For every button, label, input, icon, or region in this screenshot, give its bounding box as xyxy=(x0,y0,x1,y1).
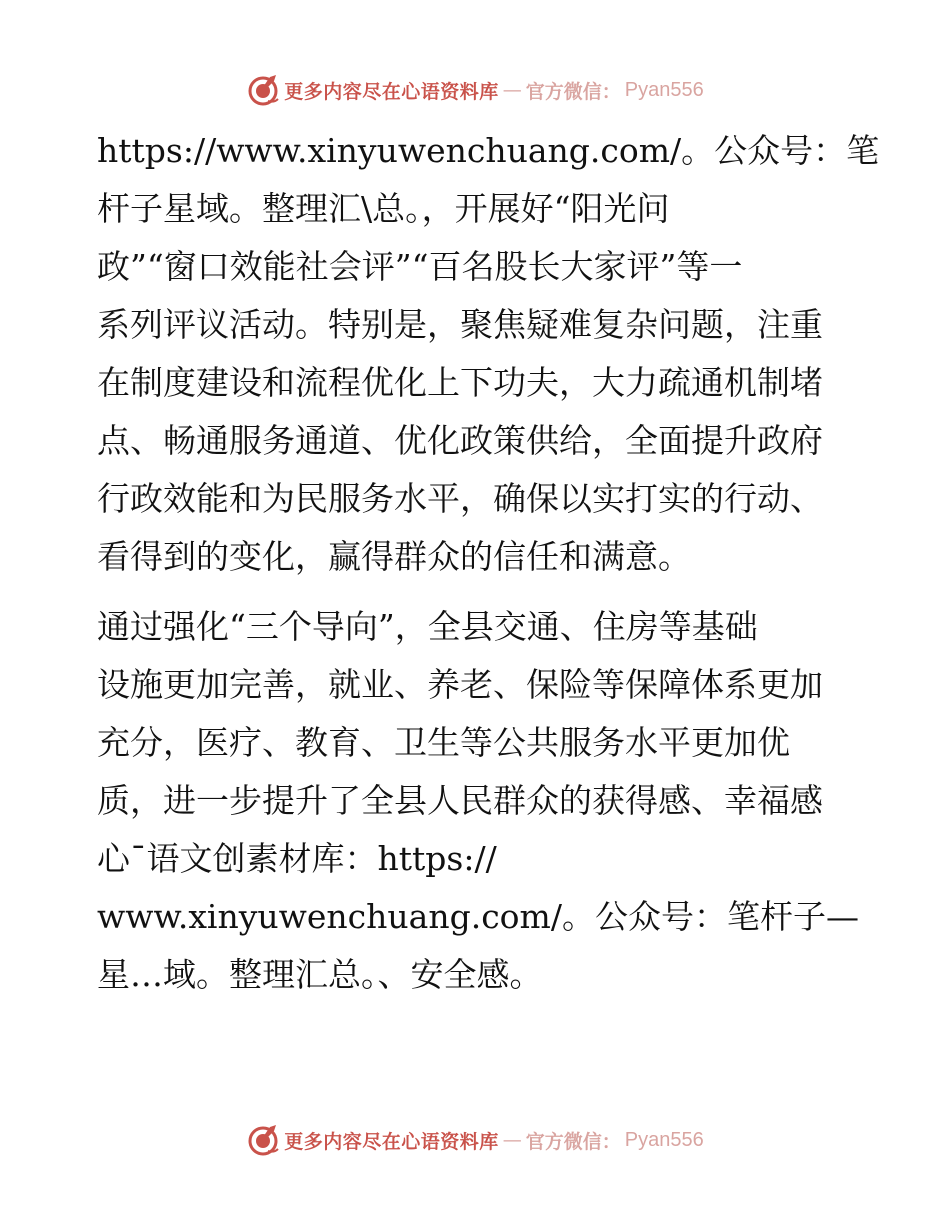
paragraph-1 xyxy=(97,122,880,586)
header-banner xyxy=(0,70,950,110)
paragraph-line: 杆子星域。整理汇\总。，开展好“阳光问 xyxy=(97,189,670,228)
circle-pen-logo-icon xyxy=(246,73,280,107)
paragraph-line: 星…域。整理汇总。、安全感。 xyxy=(97,955,543,994)
paragraph-line: 质，进一步提升了全县人民群众的获得感、幸福感 xyxy=(97,781,823,820)
footer-site-text: 更多内容尽在心语资料库 xyxy=(284,1130,499,1153)
paragraph-2 xyxy=(97,598,857,1004)
paragraph-line: 通过强化“三个导向”，全县交通、住房等基础 xyxy=(97,607,758,646)
footer-separator: — xyxy=(502,1129,522,1151)
header-wechat-label: 官方微信： xyxy=(525,80,621,103)
paragraph-line: 系列评议活动。特别是，聚焦疑难复杂问题，注重 xyxy=(97,305,823,344)
paragraph-line: 点、畅通服务通道、优化政策供给，全面提升政府 xyxy=(97,421,823,460)
paragraph-gap xyxy=(97,586,857,598)
paragraph-line: 行政效能和为民服务水平，确保以实打实的行动、 xyxy=(97,479,823,518)
document-body xyxy=(97,122,880,1004)
paragraph-line: 充分，医疗、教育、卫生等公共服务水平更加优 xyxy=(97,723,790,762)
header-site-text: 更多内容尽在心语资料库 xyxy=(284,80,499,103)
paragraph-line: 心¯语文创素材库：https:// xyxy=(97,839,497,878)
paragraph-line: www.xinyuwenchuang.com/。公众号：笔杆子— xyxy=(97,897,859,936)
header-wechat-id: Pyan556 xyxy=(624,78,704,101)
footer-wechat-label: 官方微信： xyxy=(525,1130,621,1153)
circle-pen-logo-icon xyxy=(246,1123,280,1157)
header-banner-inner xyxy=(246,73,704,107)
header-separator: — xyxy=(502,79,522,101)
footer-banner-inner xyxy=(246,1123,704,1157)
paragraph-line: https://www.xinyuwenchuang.com/。公众号：笔 xyxy=(97,131,880,170)
paragraph-line: 看得到的变化，赢得群众的信任和满意。 xyxy=(97,537,691,576)
paragraph-line: 政”“窗口效能社会评”“百名股长大家评”等一 xyxy=(97,247,743,286)
paragraph-line: 设施更加完善，就业、养老、保险等保障体系更加 xyxy=(97,665,823,704)
footer-banner xyxy=(0,1120,950,1160)
paragraph-line: 在制度建设和流程优化上下功夫，大力疏通机制堵 xyxy=(97,363,823,402)
footer-wechat-id: Pyan556 xyxy=(624,1128,704,1151)
